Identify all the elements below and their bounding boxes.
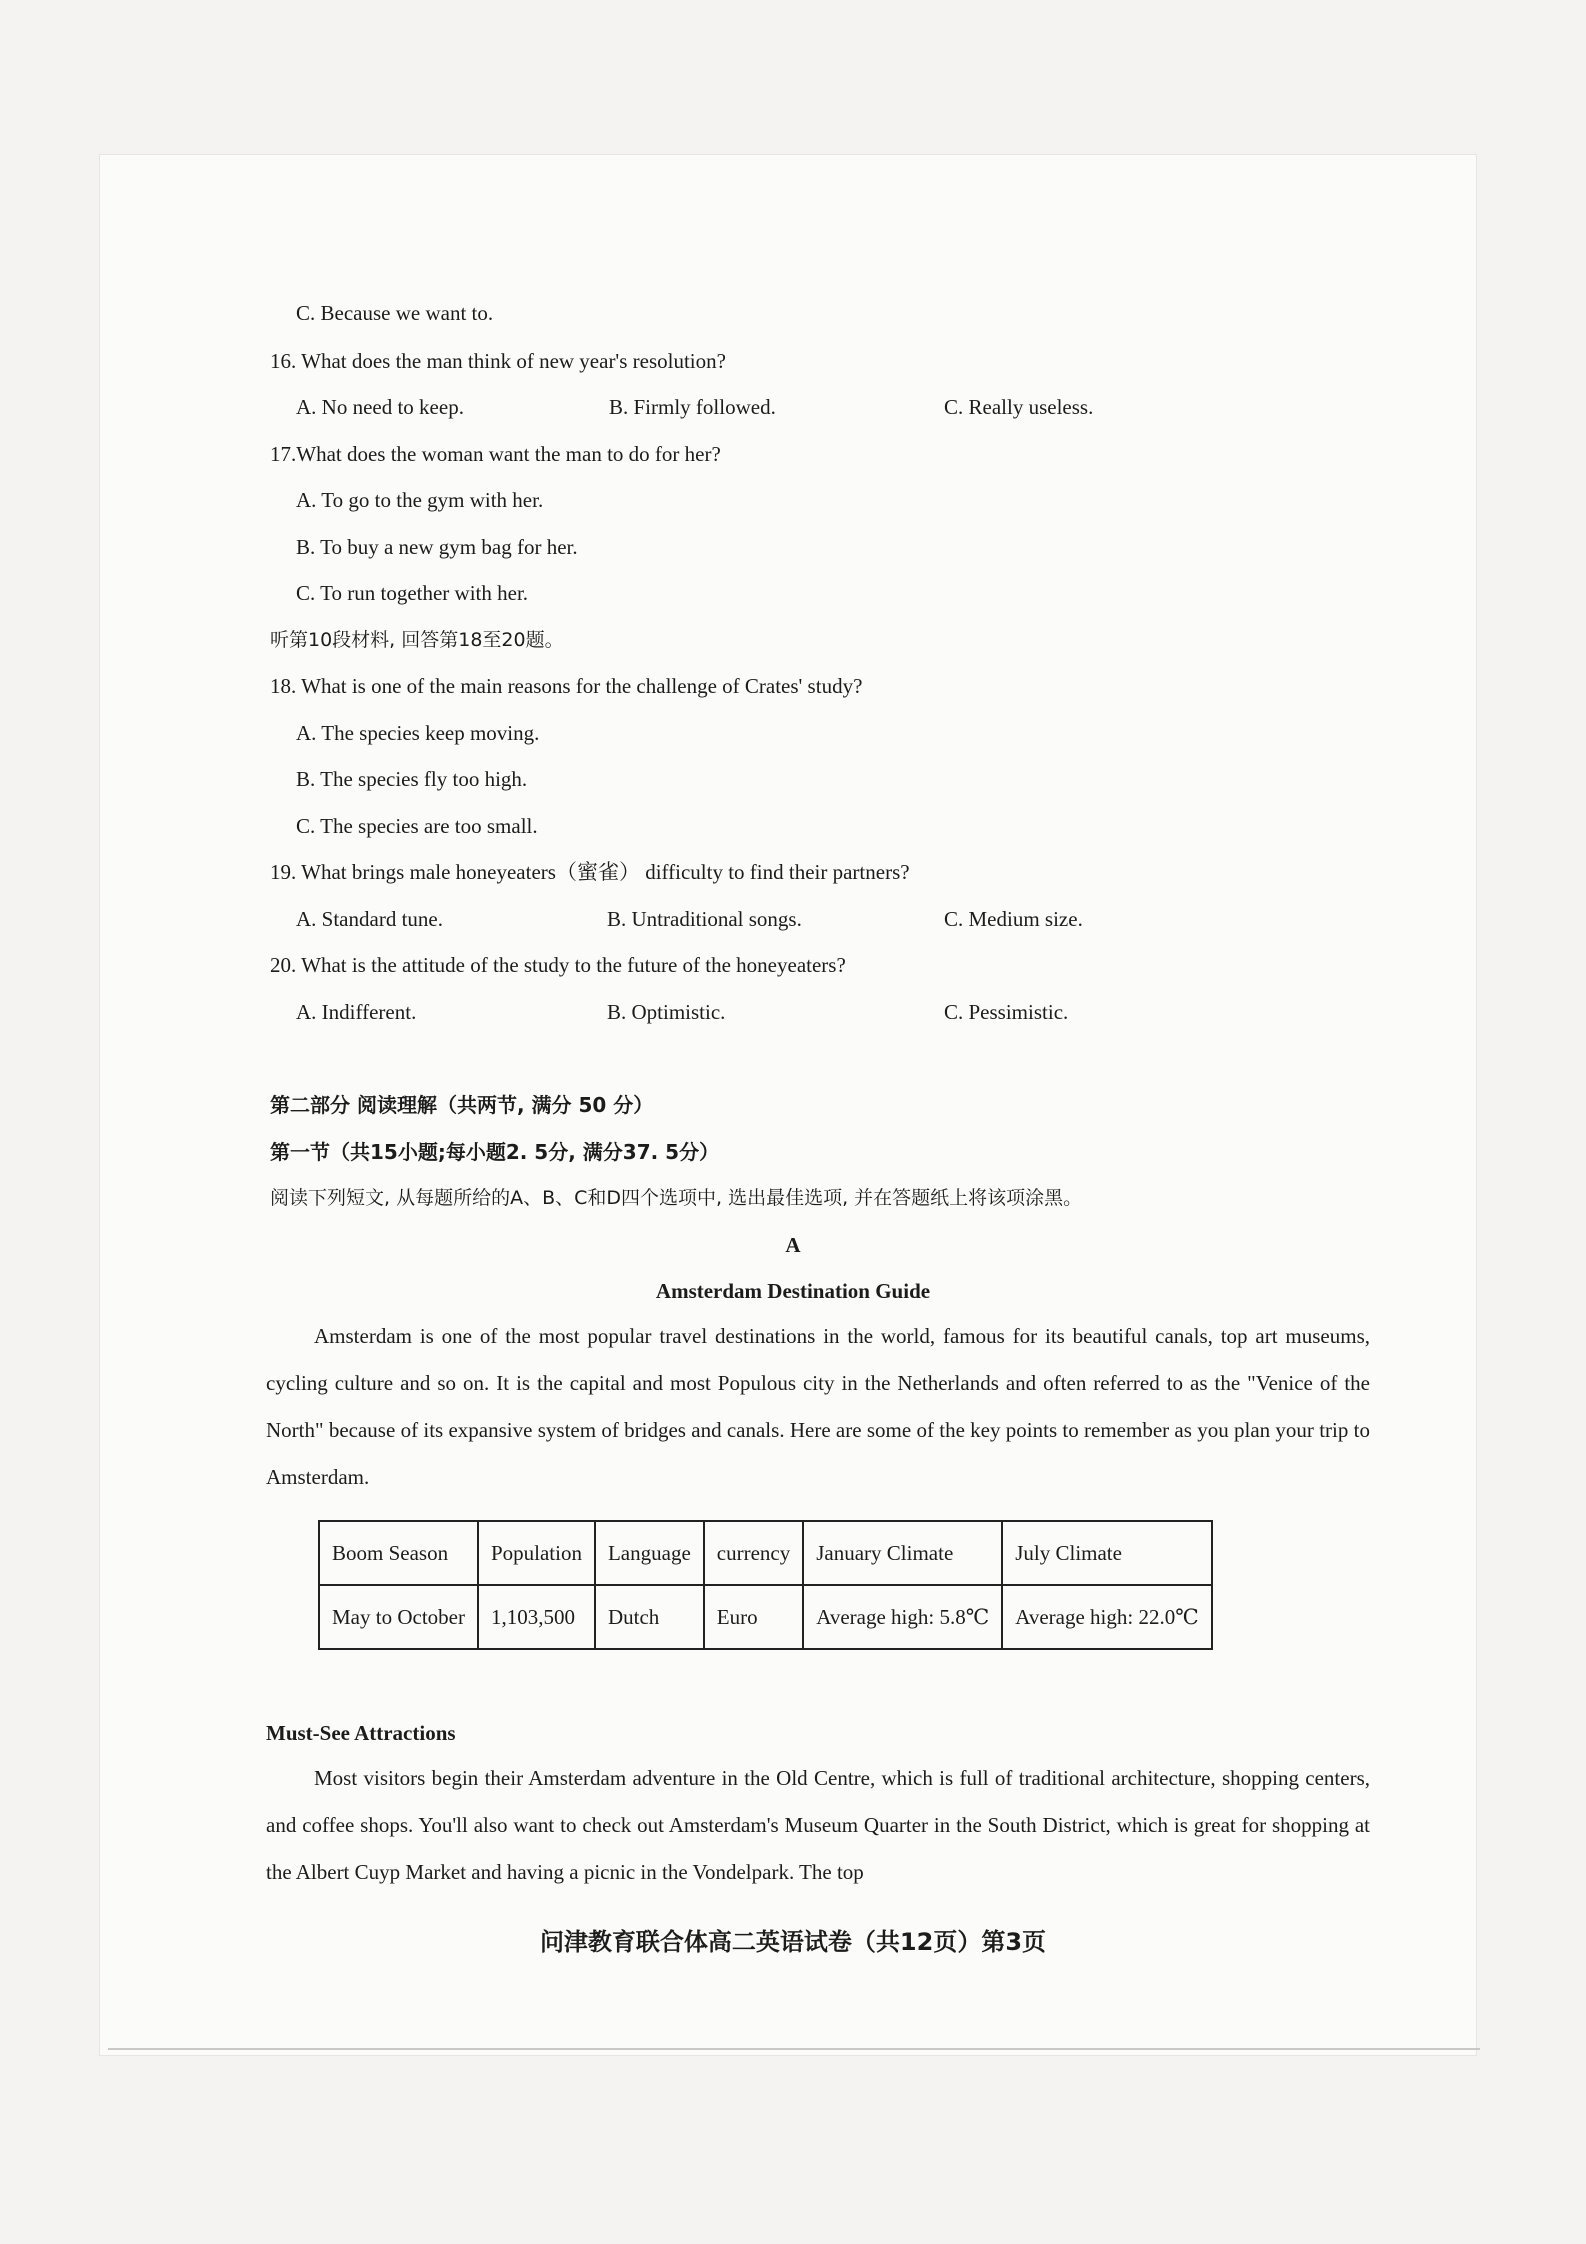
q19-option-a: A. Standard tune. (296, 907, 443, 931)
table-row (319, 1585, 1212, 1649)
header-cell: Boom Season (319, 1521, 478, 1585)
q18-option-b: B. The species fly too high. (296, 767, 528, 791)
table-cell: 1,103,500 (478, 1585, 595, 1649)
header-cell: Population (478, 1521, 595, 1585)
section10-instruction: 听第10段材料, 回答第18至20题。 (270, 629, 564, 651)
header-cell: Language (595, 1521, 704, 1585)
part-two-title: 第二部分 阅读理解（共两节, 满分 50 分） (270, 1093, 654, 1117)
q20-option-a: A. Indifferent. (296, 1000, 417, 1024)
page-footer: 问津教育联合体高二英语试卷（共12页）第3页 (539, 1928, 1047, 1956)
q15-option-c: C. Because we want to. (296, 301, 494, 325)
paragraph-attractions: Most visitors begin their Amsterdam adventure in the Old Centre, which is full of traditional architecture, shopping centers, and coffee shops. You'll also want to check out Amsterdam's Museum Quarter in the South District, which is great for shopping at the Albert Cuyp Market and having a picnic in the Vondelpark. The top (266, 1766, 1370, 1884)
q20-question: 20. What is the attitude of the study to the future of the honeyeaters? (270, 953, 846, 977)
paragraph-intro: Amsterdam is one of the most popular travel destinations in the world, famous for its beautiful canals, top art museums, cycling culture and so on. It is the capital and most Populous city in the Netherlands and often referred to as the "Venice of the North" because of its expansive system of bridges and canals. Here are some of the key points to remember as you plan your trip to Amsterdam. (266, 1324, 1370, 1489)
subheading-attractions: Must-See Attractions (266, 1721, 456, 1745)
passage-letter: A (785, 1233, 801, 1257)
q19-question: 19. What brings male honeyeaters（蜜雀） difficulty to find their partners? (270, 860, 910, 884)
q16-option-c: C. Really useless. (944, 395, 1094, 419)
table-cell: Average high: 22.0℃ (1002, 1585, 1211, 1649)
q16-question: 16. What does the man think of new year's resolution? (270, 349, 726, 373)
header-cell: July Climate (1002, 1521, 1211, 1585)
q18-option-c: C. The species are too small. (296, 814, 538, 838)
q19-option-b: B. Untraditional songs. (607, 907, 802, 931)
table-cell: May to October (319, 1585, 478, 1649)
q19-option-c: C. Medium size. (944, 907, 1083, 931)
q16-option-a: A. No need to keep. (296, 395, 464, 419)
section-one-title: 第一节（共15小题;每小题2. 5分, 满分37. 5分） (270, 1140, 720, 1164)
table-cell: Average high: 5.8℃ (803, 1585, 1002, 1649)
q17-option-a: A. To go to the gym with her. (296, 488, 544, 512)
q20-option-c: C. Pessimistic. (944, 1000, 1069, 1024)
header-cell: January Climate (803, 1521, 1002, 1585)
destination-table (318, 1520, 1213, 1650)
passage-title: Amsterdam Destination Guide (655, 1279, 931, 1303)
header-cell: currency (704, 1521, 803, 1585)
q18-option-a: A. The species keep moving. (296, 721, 540, 745)
reading-instruction: 阅读下列短文, 从每题所给的A、B、C和D四个选项中, 选出最佳选项, 并在答题纸上将该项涂黑。 (270, 1187, 1083, 1209)
table-header-row (319, 1521, 1212, 1585)
q17-option-b: B. To buy a new gym bag for her. (296, 535, 578, 559)
q18-question: 18. What is one of the main reasons for the challenge of Crates' study? (270, 674, 863, 698)
q16-option-b: B. Firmly followed. (609, 395, 776, 419)
q17-option-c: C. To run together with her. (296, 581, 529, 605)
table-cell: Euro (704, 1585, 803, 1649)
q20-option-b: B. Optimistic. (607, 1000, 726, 1024)
q17-question: 17.What does the woman want the man to do for her? (270, 442, 721, 466)
table-cell: Dutch (595, 1585, 704, 1649)
